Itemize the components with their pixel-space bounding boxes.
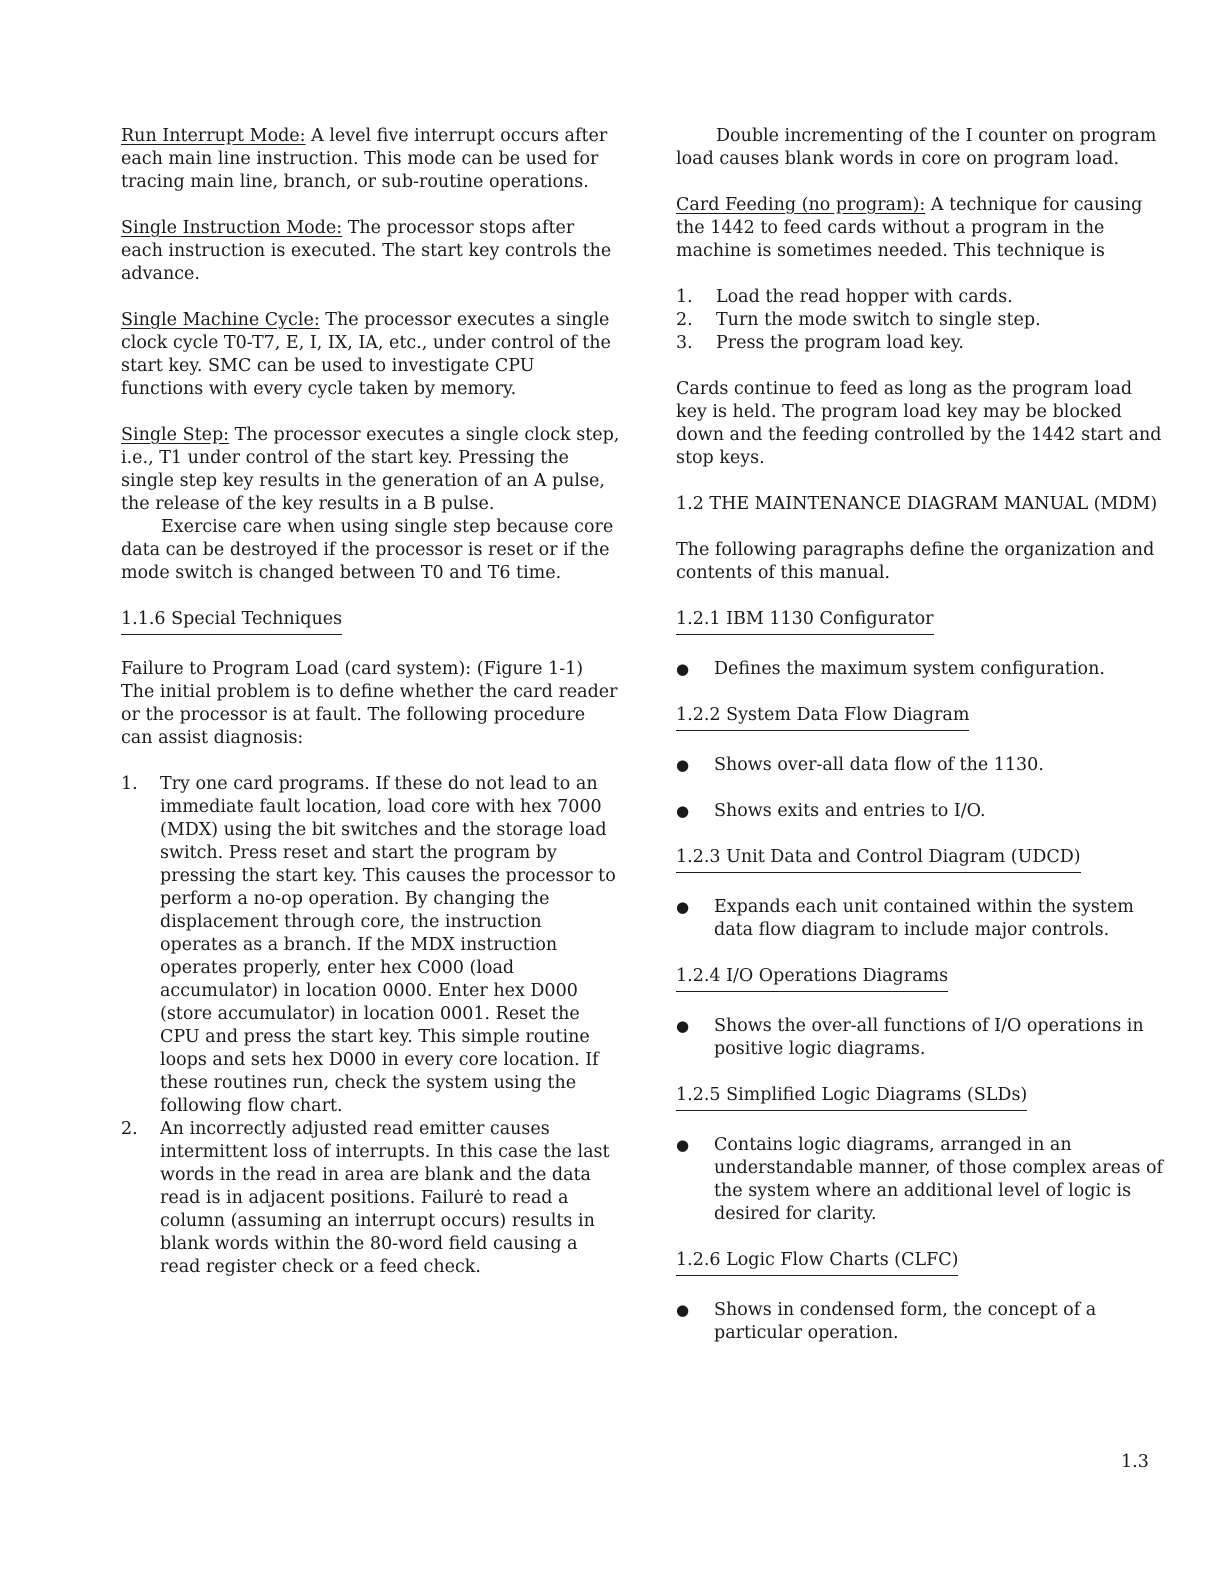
card-feeding-steps xyxy=(676,286,1166,355)
single-step-paragraph: Single Step: The processor executes a single clock step, i.e., T1 under control of the start key. Pressing the single step key results in the generation of an A pulse, the release of the key results in a B pulse. xyxy=(121,425,620,514)
bullet-icon: ● xyxy=(676,1301,690,1319)
list-item: ● Expands each unit contained within the system data flow diagram to include major controls. xyxy=(676,897,1134,940)
double-increment-paragraph: Double incrementing of the I counter on program load causes blank words in core on program load. xyxy=(676,126,1157,169)
cards-continue-paragraph: Cards continue to feed as long as the program load key is held. The program load key may be blocked down and the feeding controlled by the 1442 start and stop keys. xyxy=(676,379,1162,468)
card-feeding-paragraph: Card Feeding (no program): A technique for causing the 1442 to feed cards without a program in the machine is sometimes needed. This technique is xyxy=(676,195,1143,261)
list-item: 3. Press the program load key. xyxy=(676,333,964,353)
right-column xyxy=(676,125,1166,1345)
single-machine-cycle-term: Single Machine Cycle: xyxy=(121,310,320,330)
section-1-2-5-heading: 1.2.5 Simplified Logic Diagrams (SLDs) xyxy=(676,1084,1027,1111)
section-1-2-heading: 1.2 THE MAINTENANCE DIAGRAM MANUAL (MDM) xyxy=(676,494,1158,514)
list-item: 1. Try one card programs. If these do not lead to an immediate fault location, load core with hex 7000 (MDX) using the bit switches and the storage load switch. Press reset and start the program by pressing the start key. This causes the processor to perform a no-op operation. By changing the displacement through core, the instruction operates as a branch. If the MDX instruction operates properly, enter hex C000 (load accumulator) in location 0000. Enter hex D000 (store accumulator) in location 0001. Reset the CPU and press the start key. This simple routine loops and sets hex D000 in every core location. If these routines run, check the system using the following flow chart. xyxy=(121,774,616,1116)
section-1-1-6-heading: 1.1.6 Special Techniques xyxy=(121,608,342,635)
list-item: 2. Turn the mode switch to single step. xyxy=(676,310,1041,330)
list-item: ● Shows over-all data flow of the 1130. xyxy=(676,755,1044,775)
section-1-2-3-heading: 1.2.3 Unit Data and Control Diagram (UDCD) xyxy=(676,846,1081,873)
left-column xyxy=(121,125,621,1279)
section-1-2-2-heading: 1.2.2 System Data Flow Diagram xyxy=(676,704,969,731)
section-1-2-intro: The following paragraphs define the organization and contents of this manual. xyxy=(676,540,1155,583)
list-item: ● Shows exits and entries to I/O. xyxy=(676,801,986,821)
bullet-icon: ● xyxy=(676,660,690,678)
run-interrupt-paragraph: Run Interrupt Mode: A level five interrupt occurs after each main line instruction. This mode can be used for tracing main line, branch, or sub-routine operations. xyxy=(121,126,608,192)
section-1-2-1-heading: 1.2.1 IBM 1130 Configurator xyxy=(676,608,934,635)
single-instruction-term: Single Instruction Mode: xyxy=(121,218,343,238)
list-item: ● Defines the maximum system configuration. xyxy=(676,659,1105,679)
bullet-icon: ● xyxy=(676,1017,690,1035)
list-item: ● Contains logic diagrams, arranged in an understandable manner, of those complex areas of the system where an additional level of logic is desired for clarity. xyxy=(676,1135,1164,1224)
section-1-2-4-heading: 1.2.4 I/O Operations Diagrams xyxy=(676,965,948,992)
bullet-icon: ● xyxy=(676,898,690,916)
bullet-icon: ● xyxy=(676,802,690,820)
list-item: ● Shows in condensed form, the concept of a particular operation. xyxy=(676,1300,1097,1343)
single-machine-cycle-paragraph: Single Machine Cycle: The processor executes a single clock cycle T0-T7, E, I, IX, IA, etc., under control of the start key. SMC can be used to investigate CPU functions with every cycle taken by memory. xyxy=(121,310,611,399)
card-feeding-term: Card Feeding (no program): xyxy=(676,195,926,215)
list-item: 1. Load the read hopper with cards. xyxy=(676,287,1013,307)
list-item: ● Shows the over-all functions of I/O operations in positive logic diagrams. xyxy=(676,1016,1144,1059)
list-item: 2. An incorrectly adjusted read emitter causes intermittent loss of interrupts. In this case the last words in the read in area are blank and the data read is in adjacent positions. Failurė to read a column (assuming an interrupt occurs) results in blank words within the 80-word field causing a read register check or a feed check. xyxy=(121,1119,610,1277)
procedure-list xyxy=(121,773,621,1279)
run-interrupt-term: Run Interrupt Mode: xyxy=(121,126,306,146)
page-number: 1.3 xyxy=(1121,1452,1149,1472)
single-instruction-paragraph: Single Instruction Mode: The processor stops after each instruction is executed. The start key controls the advance. xyxy=(121,218,612,284)
single-step-caution: Exercise care when using single step because core data can be destroyed if the processor is reset or if the mode switch is changed between T0 and T6 time. xyxy=(121,517,614,583)
failure-intro-paragraph: Failure to Program Load (card system): (Figure 1-1) The initial problem is to define whether the card reader or the processor is at fault. The following procedure can assist diagnosis: xyxy=(121,659,618,748)
single-step-term: Single Step: xyxy=(121,425,230,445)
bullet-icon: ● xyxy=(676,756,690,774)
bullet-icon: ● xyxy=(676,1136,690,1154)
section-1-2-6-heading: 1.2.6 Logic Flow Charts (CLFC) xyxy=(676,1249,958,1276)
